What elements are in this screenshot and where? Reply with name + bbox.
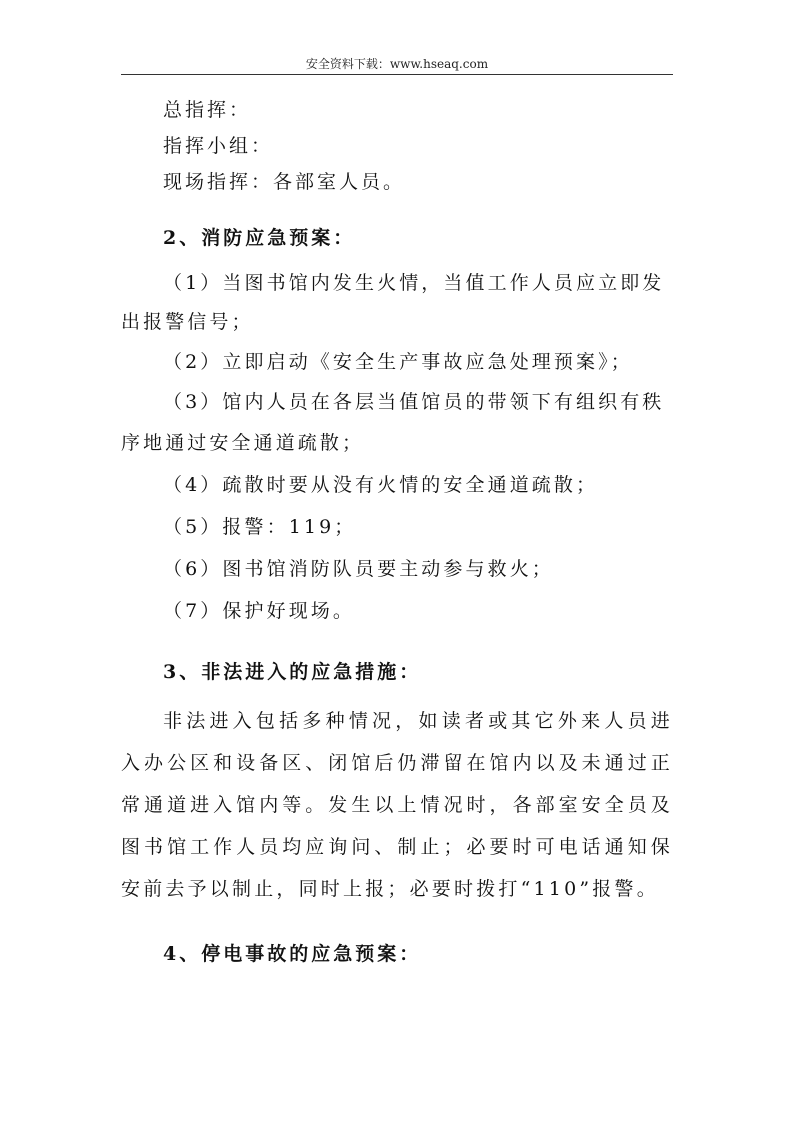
section-heading-intrusion: 3、非法进入的应急措施： — [163, 661, 422, 683]
fire-item-7: （7）保护好现场。 — [163, 600, 355, 622]
fire-item-6: （6）图书馆消防队员要主动参与救火； — [163, 558, 554, 580]
intrusion-paragraph: 非法进入包括多种情况，如读者或其它外来人员进入办公区和设备区、闭馆后仍滞留在馆内以及未通过正常通道进入馆内等。发生以上情况时，各部室安全员及图书馆工作人员均应询问、制止；必要时可电话通知保安前去予以制止，同时上报；必要时拨打“110”报警。 — [121, 710, 673, 900]
document-body — [121, 92, 673, 972]
section-heading-fire: 2、消防应急预案： — [163, 227, 356, 249]
fire-item-2: （2）立即启动《安全生产事故应急处理预案》； — [163, 351, 633, 373]
page-header: 安全资料下载：www.hseaq.com — [305, 57, 489, 71]
fire-item-5: （5）报警：119； — [163, 516, 357, 538]
intro-line-site-commander: 现场指挥：各部室人员。 — [163, 171, 406, 193]
fire-item-4: （4）疏散时要从没有火情的安全通道疏散； — [163, 474, 599, 496]
intro-line-commander: 总指挥： — [163, 99, 252, 121]
intro-line-command-group: 指挥小组： — [163, 135, 274, 157]
fire-item-1: （1）当图书馆内发生火情，当值工作人员应立即发出报警信号； — [121, 272, 665, 333]
fire-item-3: （3）馆内人员在各层当值馆员的带领下有组织有秩序地通过安全通道疏散； — [121, 391, 665, 454]
header-divider — [121, 74, 673, 75]
section-heading-power-outage: 4、停电事故的应急预案： — [163, 943, 422, 965]
